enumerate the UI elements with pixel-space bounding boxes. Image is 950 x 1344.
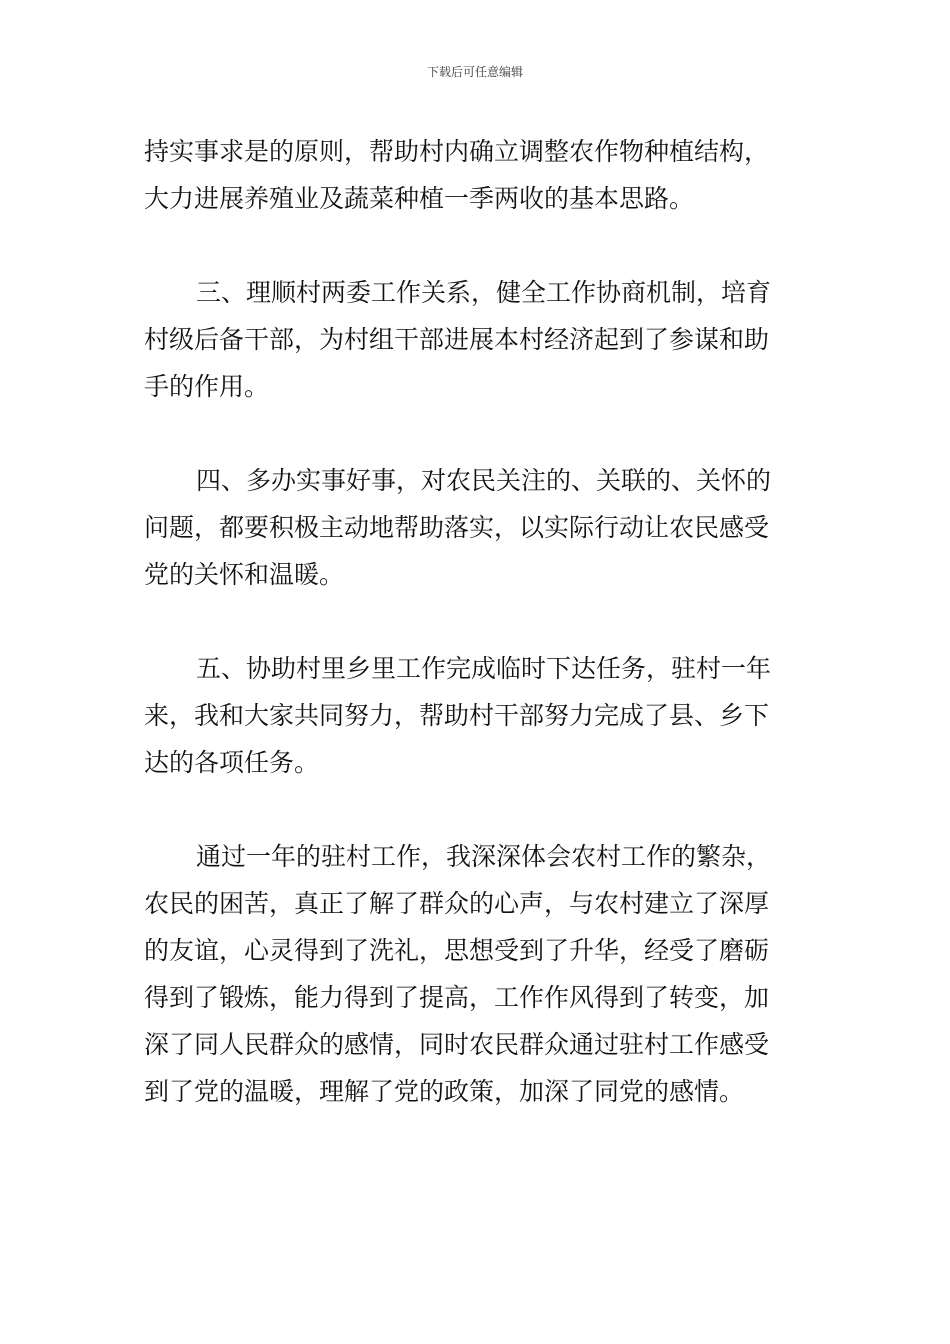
paragraph-gap	[144, 222, 808, 269]
paragraph-continuation	[144, 128, 808, 222]
text-line: 手的作用。	[144, 372, 270, 401]
text-line: 农民的困苦，真正了解了群众的心声，与农村建立了深厚	[144, 889, 770, 918]
text-line: 党的关怀和温暖。	[144, 560, 345, 589]
text-line: 得到了锻炼，能力得到了提高，工作作风得到了转变，加	[144, 983, 770, 1012]
text-line: 村级后备干部，为村组干部进展本村经济起到了参谋和助	[144, 325, 770, 354]
text-line: 五、协助村里乡里工作完成临时下达任务，驻村一年	[196, 654, 772, 683]
page-header-note: 下载后可任意编辑	[426, 65, 523, 79]
paragraph-item-5	[144, 645, 808, 786]
paragraph-item-4	[144, 457, 808, 598]
text-line: 的友谊，心灵得到了洗礼，思想受到了升华，经受了磨砺	[144, 936, 770, 965]
paragraph-gap	[144, 598, 808, 645]
paragraph-summary	[144, 833, 808, 1115]
paragraph-gap	[144, 786, 808, 833]
document-body	[144, 128, 808, 1115]
text-line: 来，我和大家共同努力，帮助村干部努力完成了县、乡下	[144, 701, 770, 730]
text-line: 大力进展养殖业及蔬菜种植一季两收的基本思路。	[144, 184, 695, 213]
paragraph-gap	[144, 410, 808, 457]
text-line: 深了同人民群众的感情，同时农民群众通过驻村工作感受	[144, 1030, 770, 1059]
text-line: 问题，都要积极主动地帮助落实，以实际行动让农民感受	[144, 513, 770, 542]
text-line: 四、多办实事好事，对农民关注的、关联的、关怀的	[196, 466, 772, 495]
text-line: 持实事求是的原则，帮助村内确立调整农作物种植结构，	[144, 137, 770, 166]
text-line: 到了党的温暖，理解了党的政策，加深了同党的感情。	[144, 1077, 745, 1106]
text-line: 达的各项任务。	[144, 748, 320, 777]
text-line: 通过一年的驻村工作，我深深体会农村工作的繁杂，	[196, 842, 772, 871]
text-line: 三、理顺村两委工作关系，健全工作协商机制，培育	[196, 278, 772, 307]
paragraph-item-3	[144, 269, 808, 410]
